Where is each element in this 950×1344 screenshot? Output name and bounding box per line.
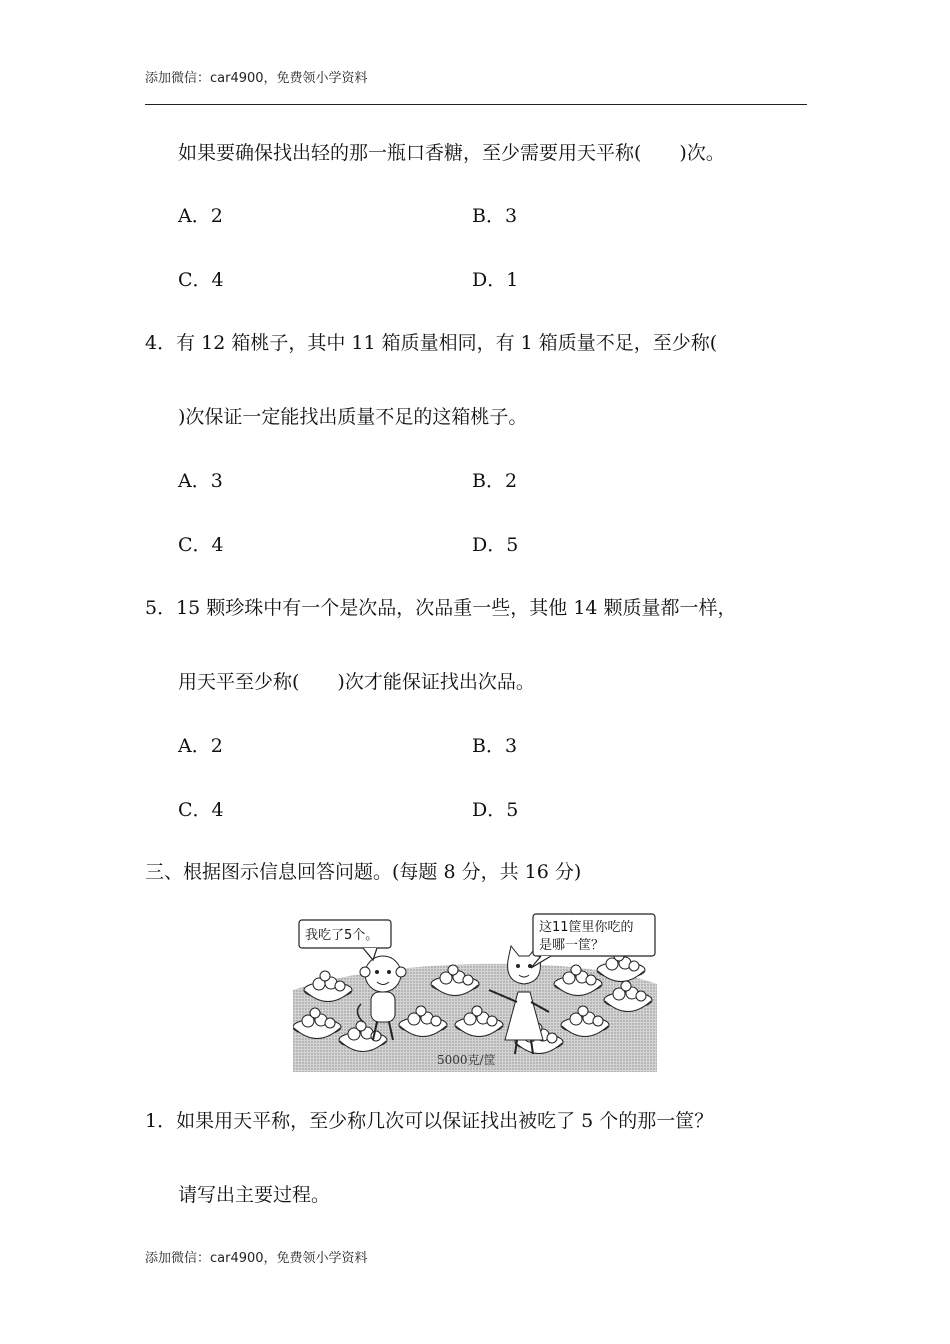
q5-option-c: C．4 — [178, 799, 224, 821]
q4-option-d: D．5 — [472, 534, 519, 556]
page-footer: 添加微信：car4900，免费领小学资料 — [145, 1251, 368, 1266]
baskets-illustration — [293, 912, 657, 1072]
cat-speech-line1: 这11筐里你吃的 — [539, 920, 634, 935]
q5-option-a: A．2 — [178, 735, 223, 757]
cat-speech-line2: 是哪一筐？ — [539, 938, 605, 953]
basket-weight-label: 5000克/筐 — [437, 1053, 496, 1067]
section3-title: 三、根据图示信息回答问题。(每题 8 分，共 16 分) — [145, 861, 582, 883]
q3-option-b: B．3 — [472, 205, 518, 227]
q4-line1: 4．有 12 箱桃子，其中 11 箱质量相同，有 1 箱质量不足，至少称( — [145, 332, 718, 354]
q4-option-c: C．4 — [178, 534, 224, 556]
header-rule — [145, 104, 807, 105]
q3-option-c: C．4 — [178, 269, 224, 291]
q3-option-a: A．2 — [178, 205, 223, 227]
q5-option-d: D．5 — [472, 799, 519, 821]
s3-q1-line2: 请写出主要过程。 — [178, 1184, 331, 1206]
q3-option-d: D．1 — [472, 269, 519, 291]
q3-stem: 如果要确保找出轻的那一瓶口香糖，至少需要用天平称( )次。 — [178, 142, 725, 164]
q4-option-a: A．3 — [178, 470, 223, 492]
q5-option-b: B．3 — [472, 735, 518, 757]
q4-option-b: B．2 — [472, 470, 518, 492]
page-header: 添加微信：car4900，免费领小学资料 — [145, 71, 368, 86]
q5-line1: 5．15 颗珍珠中有一个是次品，次品重一些，其他 14 颗质量都一样， — [145, 597, 737, 619]
cat-speech-bubble — [531, 914, 655, 968]
monkey-speech-bubble — [299, 920, 391, 960]
s3-q1-line1: 1．如果用天平称，至少称几次可以保证找出被吃了 5 个的那一筐？ — [145, 1110, 714, 1132]
q4-line2: )次保证一定能找出质量不足的这箱桃子。 — [178, 406, 528, 428]
q5-line2: 用天平至少称( )次才能保证找出次品。 — [178, 671, 535, 693]
monkey-speech-text: 我吃了5个。 — [305, 928, 379, 943]
